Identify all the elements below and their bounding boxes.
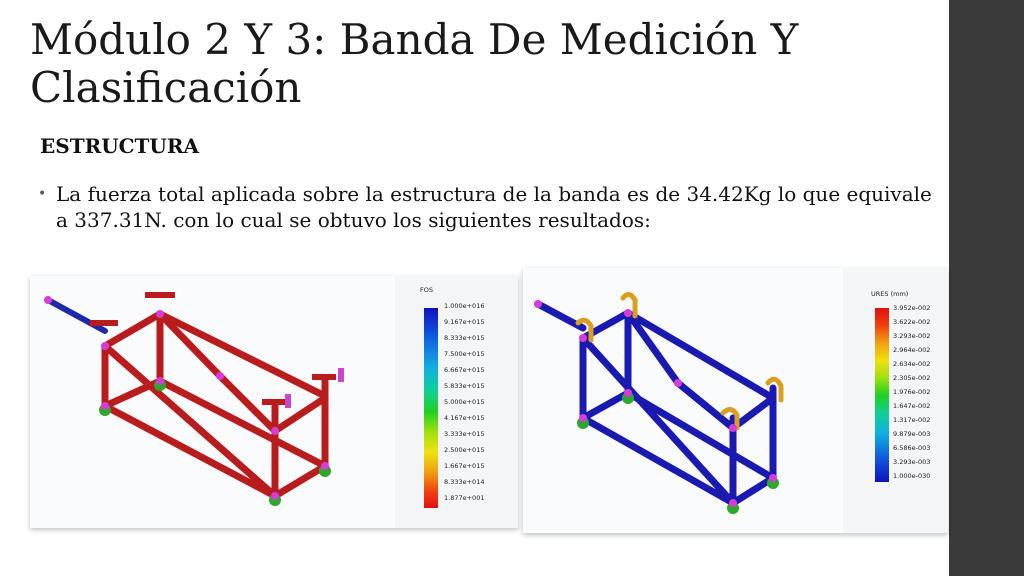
legend-label: 2.964e-002 <box>893 346 931 354</box>
fos-result-image <box>30 276 518 528</box>
ures-result-image <box>523 268 948 533</box>
legend-label: 5.833e+015 <box>444 382 485 390</box>
bullet-dot-icon: • <box>38 186 47 202</box>
legend-label: 7.500e+015 <box>444 350 485 358</box>
legend-label: 1.877e+001 <box>444 494 485 502</box>
legend-label: 3.333e+015 <box>444 430 485 438</box>
legend-label: 1.000e-030 <box>893 472 931 480</box>
legend-label: 6.586e-003 <box>893 444 931 452</box>
legend-label: 1.976e-002 <box>893 388 931 396</box>
dark-sidebar-strip <box>949 0 1024 576</box>
legend-label: 4.167e+015 <box>444 414 485 422</box>
legend-title: FOS <box>420 286 433 294</box>
section-heading: ESTRUCTURA <box>40 134 200 158</box>
legend-label: 1.317e-002 <box>893 416 931 424</box>
bullet-text: La fuerza total aplicada sobre la estructura de la banda es de 34.42Kg lo que equivale a 337.31N. con lo cual se obtuvo los siguientes resultados: <box>56 182 932 232</box>
legend-title: URES (mm) <box>871 290 909 298</box>
legend-label: 9.879e-003 <box>893 430 931 438</box>
slide-title: Módulo 2 Y 3: Banda De Medición Y Clasificación <box>30 15 799 112</box>
legend-label: 3.622e-002 <box>893 318 931 326</box>
legend-label: 2.634e-002 <box>893 360 931 368</box>
legend-label: 1.000e+016 <box>444 302 485 310</box>
legend-label: 1.647e-002 <box>893 402 931 410</box>
legend-label: 3.293e-003 <box>893 458 931 466</box>
legend-label: 8.333e+015 <box>444 334 485 342</box>
legend-label: 3.293e-002 <box>893 332 931 340</box>
legend-label: 3.952e-002 <box>893 304 931 312</box>
legend-label: 6.667e+015 <box>444 366 485 374</box>
legend-label: 5.000e+015 <box>444 398 485 406</box>
legend-label: 9.167e+015 <box>444 318 485 326</box>
legend-colorbar <box>424 308 438 508</box>
legend-label: 8.333e+014 <box>444 478 485 486</box>
legend-label: 2.500e+015 <box>444 446 485 454</box>
bullet-item <box>38 181 938 233</box>
legend-colorbar <box>875 308 889 482</box>
legend-label: 2.305e-002 <box>893 374 931 382</box>
legend-label: 1.667e+015 <box>444 462 485 470</box>
